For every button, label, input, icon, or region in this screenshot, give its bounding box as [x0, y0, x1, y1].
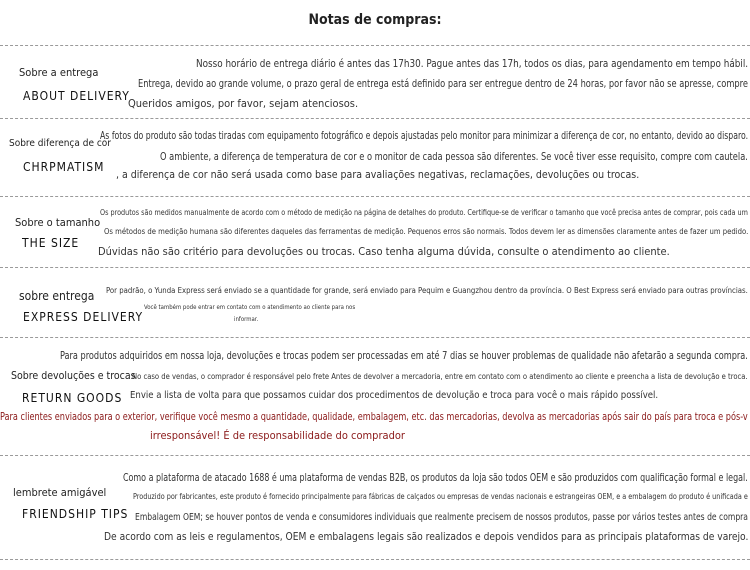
- note-line: Você também pode entrar em contato com o atendimento ao cliente para nos: [144, 304, 356, 311]
- section-label: Sobre o tamanho: [15, 216, 101, 229]
- section-english-title: CHRPMATISM: [23, 160, 105, 174]
- divider: [0, 196, 750, 197]
- divider: [0, 559, 750, 560]
- note-line: O ambiente, a diferença de temperatura de cor e o monitor de cada pessoa são diferentes. Se você tiver esse requisito, compre com cautela.: [160, 150, 748, 163]
- warning-line: Para clientes enviados para o exterior, verifique você mesmo a quantidade, qualidade, embalagem, etc. das mercadorias, devolva as mercadorias após sair do país para troca e pós-v: [0, 410, 748, 423]
- note-line: Queridos amigos, por favor, sejam atenciosos.: [128, 97, 359, 110]
- note-line: Dúvidas não são critério para devoluções ou trocas. Caso tenha alguma dúvida, consulte o atendimento ao cliente.: [98, 245, 670, 258]
- note-line: No caso de vendas, o comprador é responsável pelo frete Antes de devolver a mercadoria, entre em contato com o atendimento ao cliente e preencha a lista de devolução e troca.: [132, 372, 748, 381]
- divider: [0, 337, 750, 338]
- note-line: Como a plataforma de atacado 1688 é uma plataforma de vendas B2B, os produtos da loja são todos OEM e são produzidos com qualificação formal e legal.: [123, 471, 748, 484]
- note-line: Produzido por fabricantes, este produto é fornecido principalmente para fábricas de calçados ou empresas de vendas nacionais e estrangeiras OEM, e a embalagem do produto é unificada e: [133, 492, 748, 501]
- section-english-title: ABOUT DELIVERY: [23, 89, 130, 103]
- note-line: De acordo com as leis e regulamentos, OEM e embalagens legais são realizados e depois vendidos para as principais plataformas de varejo.: [104, 530, 749, 543]
- note-line: informar.: [234, 316, 259, 323]
- section-label: Sobre diferença de cor: [9, 138, 111, 149]
- divider: [0, 455, 750, 456]
- note-line: Para produtos adquiridos em nossa loja, devoluções e trocas podem ser processadas em até 7 dias se houver problemas de qualidade não afetarão a segunda compra.: [60, 349, 748, 362]
- divider: [0, 118, 750, 119]
- note-line: Nosso horário de entrega diário é antes das 17h30. Pague antes das 17h, todos os dias, para agendamento em tempo hábil.: [196, 57, 749, 70]
- section-label: Sobre a entrega: [19, 66, 99, 79]
- divider: [0, 45, 750, 46]
- warning-line: irresponsável! É de responsabilidade do comprador: [150, 429, 405, 442]
- note-line: Entrega, devido ao grande volume, o prazo geral de entrega está definido para ser entregue dentro de 24 horas, por favor não se apresse, compre: [138, 77, 748, 90]
- section-english-title: FRIENDSHIP TIPS: [22, 507, 129, 521]
- note-line: , a diferença de cor não será usada como base para avaliações negativas, reclamações, devoluções ou trocas.: [116, 169, 640, 181]
- note-line: As fotos do produto são todas tiradas com equipamento fotográfico e depois ajustadas pelo monitor para minimizar a diferença de cor, no entanto, devido ao disparo.: [100, 130, 749, 142]
- note-line: Embalagem OEM; se houver pontos de venda e consumidores individuais que realmente precisem de nossos produtos, passe por vários testes antes de compra: [135, 512, 748, 523]
- section-english-title: EXPRESS DELIVERY: [23, 310, 144, 324]
- note-line: Por padrão, o Yunda Express será enviado se a quantidade for grande, será enviado para Pequim e Guangzhou dentro da província. O Best Express será enviado para outras províncias.: [106, 286, 748, 295]
- section-label: sobre entrega: [19, 289, 95, 303]
- page-title: Notas de compras:: [308, 12, 442, 28]
- note-line: Os produtos são medidos manualmente de acordo com o método de medição na página de detalhes do produto. Certifique-se de verificar o tamanho que você precisa antes de comprar, pois cada um: [100, 208, 748, 217]
- section-label: lembrete amigável: [13, 486, 107, 499]
- note-line: Envie a lista de volta para que possamos cuidar dos procedimentos de devolução e troca para você o mais rápido possível.: [130, 390, 659, 401]
- section-label: Sobre devoluções e trocas: [11, 370, 136, 382]
- section-english-title: RETURN GOODS: [22, 391, 123, 405]
- note-line: Os métodos de medição humana são diferentes daqueles das ferramentas de medição. Pequenos erros são normais. Todos devem ler as dimensões claramente antes de fazer um pedido.: [104, 227, 749, 236]
- section-english-title: THE SIZE: [22, 236, 80, 250]
- divider: [0, 267, 750, 268]
